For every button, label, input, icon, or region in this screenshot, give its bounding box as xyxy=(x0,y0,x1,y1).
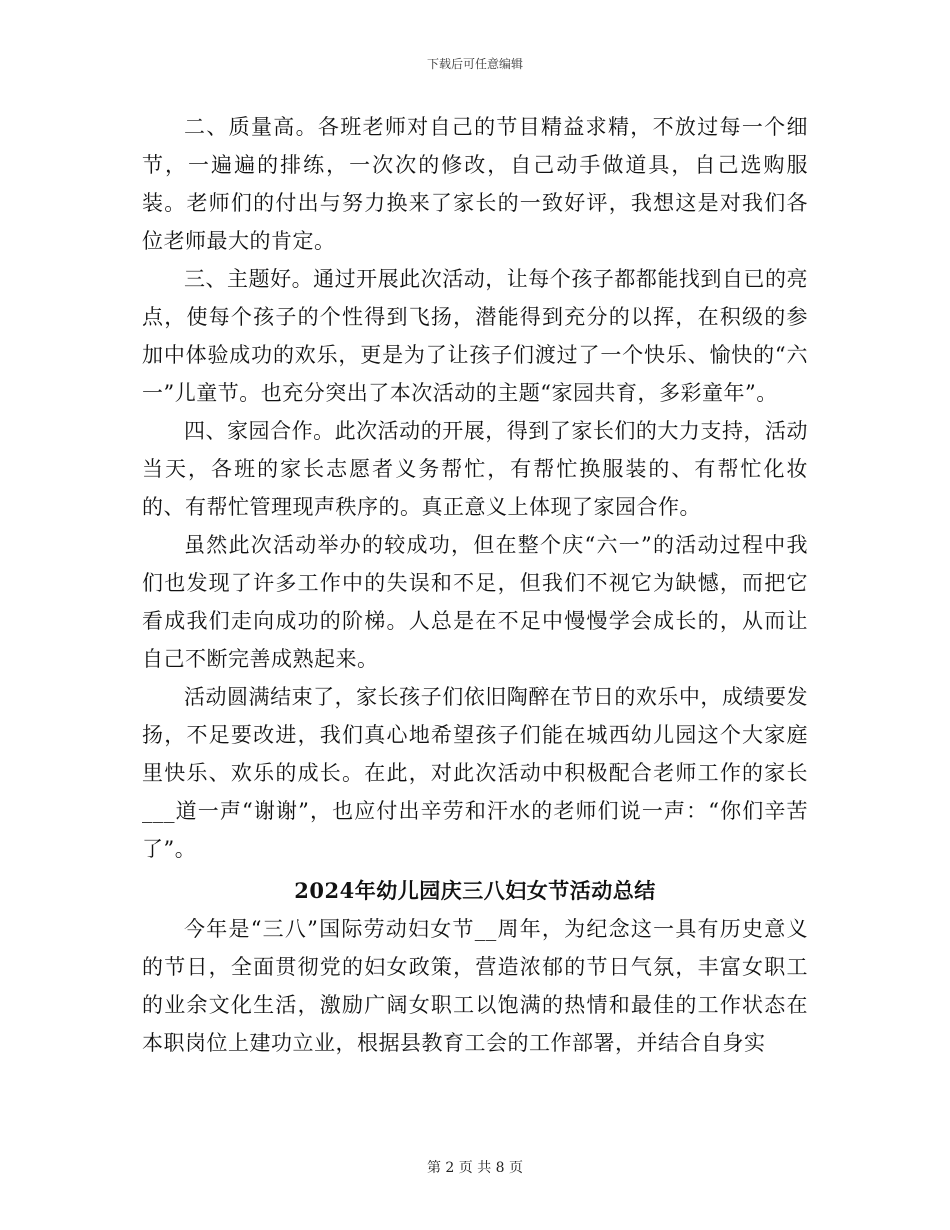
page-footer: 第 2 页 共 8 页 xyxy=(426,1160,524,1176)
section-heading: 2024年幼儿园庆三八妇女节活动总结 xyxy=(294,878,656,903)
paragraph-intro: 今年是“三八”国际劳动妇女节__周年，为纪念这一具有历史意义的节日，全面贯彻党的妇女政策，营造浓郁的节日气氛，丰富女职工的业余文化生活，激励广阔女职工以饱满的热情和最佳的工作状态在本职岗位上建功立业，根据县教育工会的工作部署，并结合自身实 xyxy=(142,917,808,1055)
paragraph-theme: 三、主题好。通过开展此次活动，让每个孩子都都能找到自已的亮点，使每个孩子的个性得到飞扬，潜能得到充分的以挥，在积级的参加中体验成功的欢乐，更是为了让孩子们渡过了一个快乐、愉快的“六一”儿童节。也充分突出了本次活动的主题“家园共育，多彩童年”。 xyxy=(142,267,808,405)
paragraph-conclusion: 活动圆满结束了，家长孩子们依旧陶醉在节日的欢乐中，成绩要发扬，不足要改进，我们真心地希望孩子们能在城西幼儿园这个大家庭里快乐、欢乐的成长。在此，对此次活动中积极配合老师工作的家长___道一声“谢谢”，也应付出辛劳和汗水的老师们说一声：“你们辛苦了”。 xyxy=(142,685,808,861)
header-note: 下载后可任意编辑 xyxy=(426,57,523,71)
paragraph-shortcomings: 虽然此次活动举办的较成功，但在整个庆“六一”的活动过程中我们也发现了许多工作中的失误和不足，但我们不视它为缺憾，而把它看成我们走向成功的阶梯。人总是在不足中慢慢学会成长的，从而让自己不断完善成熟起来。 xyxy=(142,533,808,671)
paragraph-cooperation: 四、家园合作。此次活动的开展，得到了家长们的大力支持，活动当天，各班的家长志愿者义务帮忙，有帮忙换服装的、有帮忙化妆的、有帮忙管理现声秩序的。真正意义上体现了家园合作。 xyxy=(142,419,808,519)
paragraph-quality: 二、质量高。各班老师对自己的节目精益求精，不放过每一个细节，一遍遍的排练，一次次的修改，自己动手做道具，自己选购服装。老师们的付出与努力换来了家长的一致好评，我想这是对我们各位老师最大的肯定。 xyxy=(142,115,808,253)
document-body xyxy=(142,108,808,1062)
